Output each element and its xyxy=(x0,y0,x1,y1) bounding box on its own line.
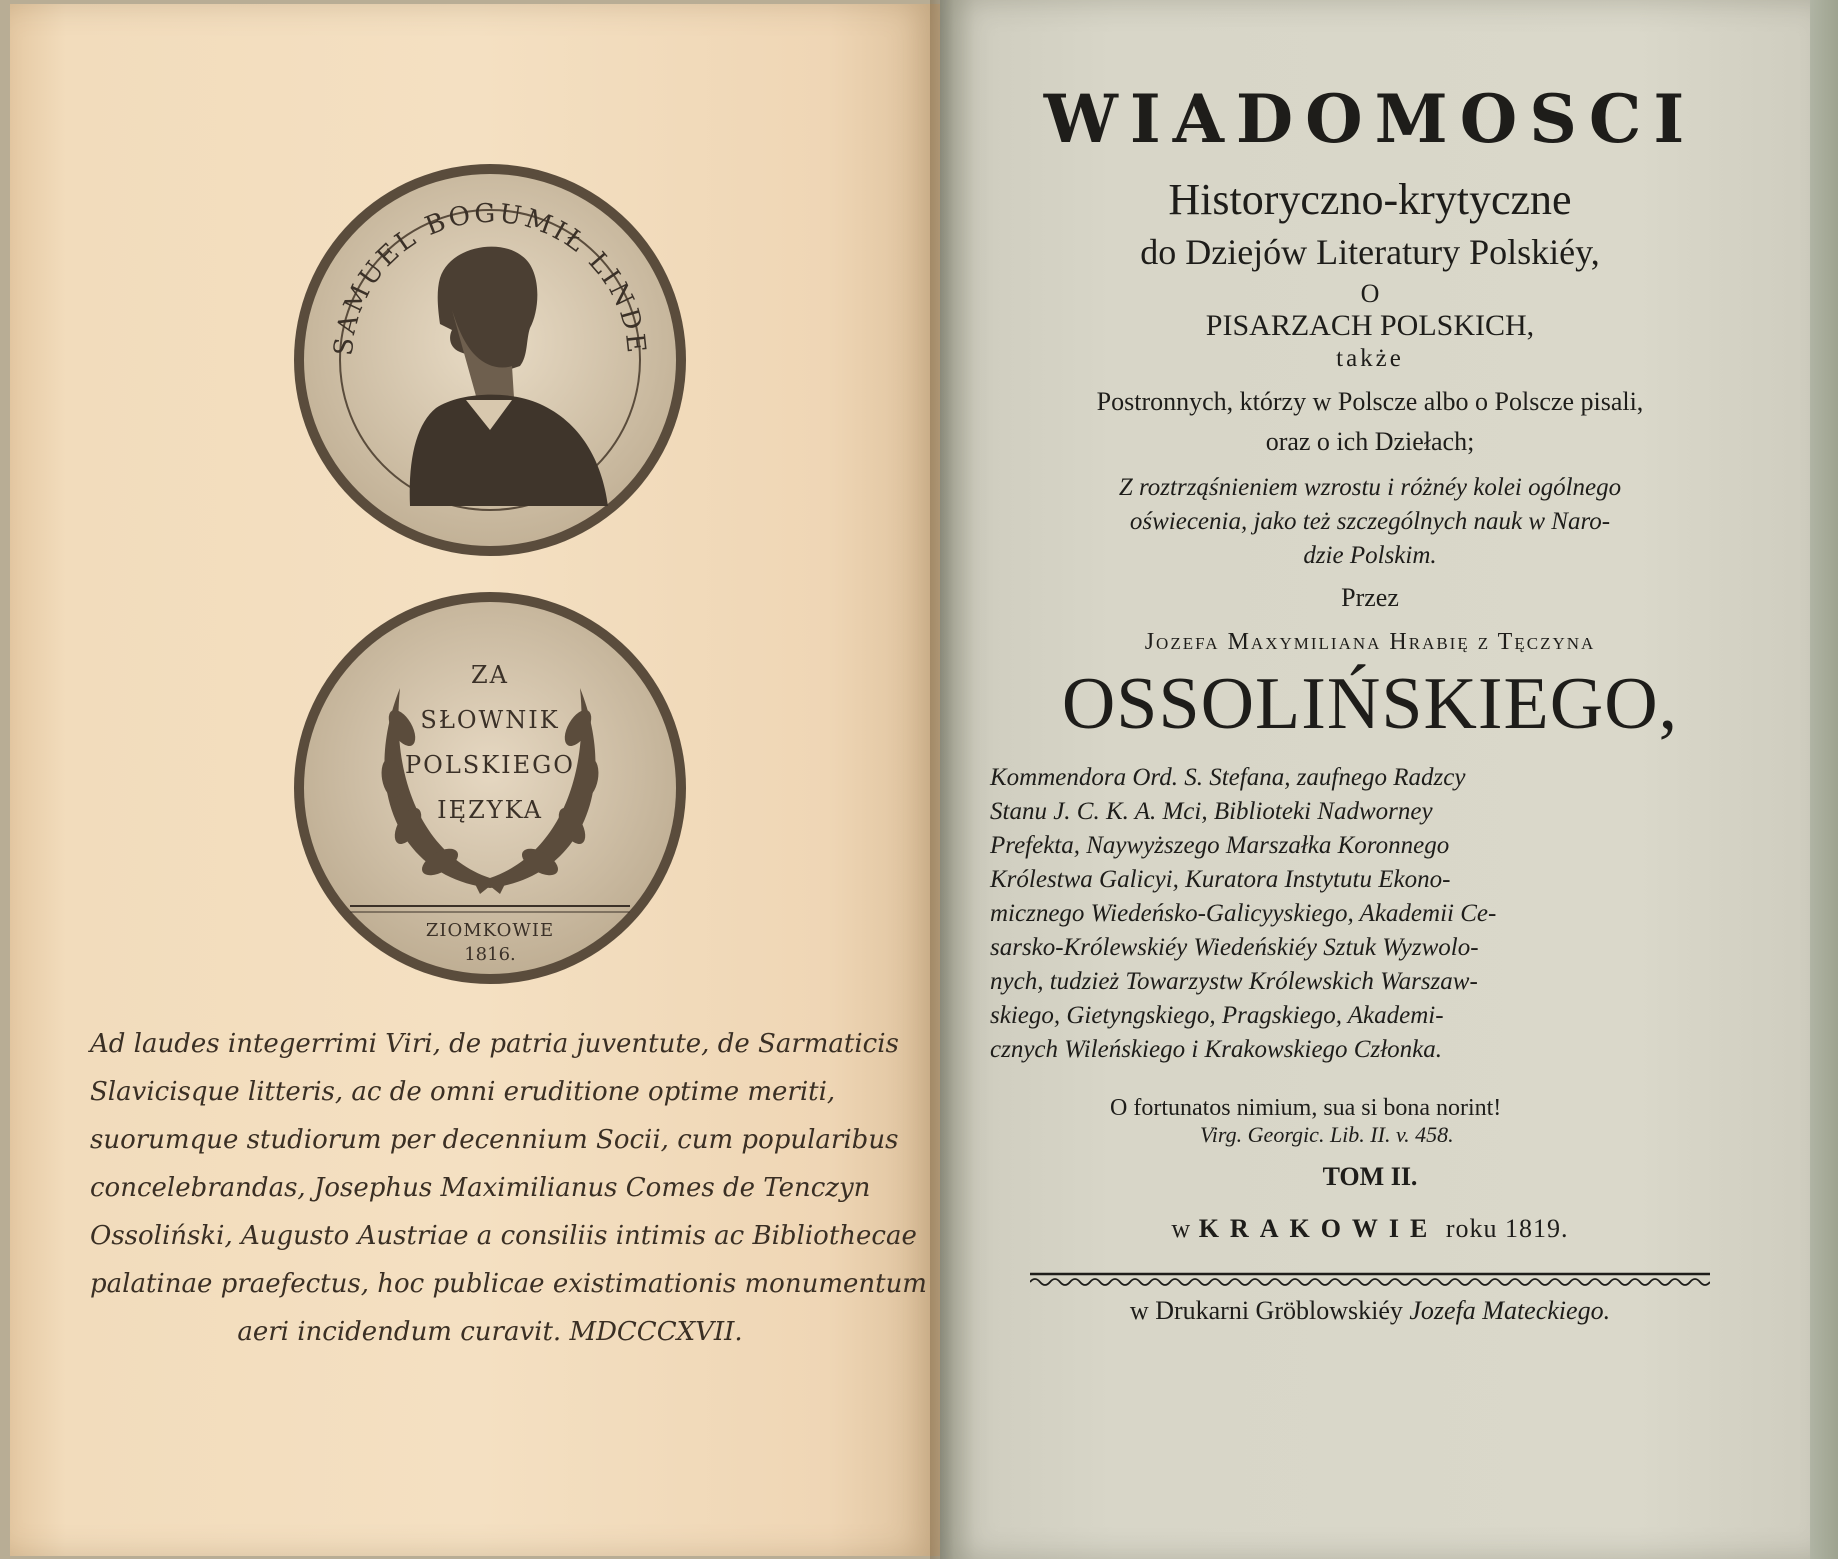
author-title-line: micznego Wiedeńsko-Galicyyskiego, Akademii Ce- xyxy=(990,900,1497,927)
author-title-line: Królestwa Galicyi, Kuratora Instytutu Ekono- xyxy=(990,866,1451,893)
title-takze: także xyxy=(1336,345,1404,372)
volume-number: TOM II. xyxy=(1322,1162,1418,1191)
imprint-prefix: w xyxy=(1171,1214,1192,1243)
page-edge xyxy=(1810,0,1838,1559)
decorative-rule xyxy=(1030,1270,1710,1286)
author-title-line: skiego, Gietyngskiego, Pragskiego, Akademi- xyxy=(990,1002,1444,1029)
latin-dedication xyxy=(90,1020,927,1356)
scope-line: Z roztrząśnieniem wzrostu i różnéy kolei ogólnego xyxy=(1118,474,1622,501)
title-page-text xyxy=(990,70,1750,1326)
author-titles xyxy=(990,761,1750,1067)
book-gutter xyxy=(930,0,954,1559)
printer-name: Jozefa Mateckiego. xyxy=(1409,1296,1611,1325)
title-oraz: oraz o ich Dziełach; xyxy=(1265,427,1475,456)
dedication-line: palatinae praefectus, hoc publicae existimationis monumentum xyxy=(90,1269,927,1299)
by-line: Przez xyxy=(1341,583,1399,612)
author-title-line: Stanu J. C. K. A. Mci, Biblioteki Nadworney xyxy=(990,798,1433,825)
scope-line: dzie Polskim. xyxy=(1303,542,1437,569)
book-subtitle-2: do Dziejów Literatury Polskiéy, xyxy=(1140,232,1600,272)
reverse-line-1: ZA xyxy=(470,661,510,689)
book-title: WIADOMOSCI xyxy=(1043,80,1697,158)
title-pisarzach: PISARZACH POLSKICH, xyxy=(1205,309,1535,342)
dedication-line: concelebrandas, Josephus Maximilianus Comes de Tenczyn xyxy=(90,1173,871,1203)
author-title-line: cznych Wileńskiego i Krakowskiego Członka. xyxy=(990,1036,1443,1063)
author-title-line: Prefekta, Naywyższego Marszałka Koronnego xyxy=(990,832,1450,859)
reverse-exergue-1: ZIOMKOWIE xyxy=(425,920,555,941)
reverse-line-3: POLSKIEGO xyxy=(405,751,575,779)
imprint-place xyxy=(990,1214,1750,1244)
printer-line xyxy=(990,1296,1750,1326)
epigraph: O fortunatos nimium, sua si bona norint! xyxy=(1110,1095,1502,1121)
dedication-line: aeri incidendum curavit. MDCCCXVII. xyxy=(237,1317,743,1347)
book-subtitle-1: Historyczno-krytyczne xyxy=(1168,175,1572,224)
dedication-line: Slavicisque litteris, ac de omni eruditione optime meriti, xyxy=(90,1077,836,1107)
dedication-line: Ad laudes integerrimi Viri, de patria juventute, de Sarmaticis xyxy=(90,1029,899,1059)
title-o: O xyxy=(1360,279,1380,308)
medal-reverse xyxy=(290,588,690,988)
medal-obverse xyxy=(290,160,690,560)
author-forenames: Jozefa Maxymiliana Hrabię z Tęczyna xyxy=(1144,629,1596,655)
title-postronnych: Postronnych, którzy w Polscze albo o Polscze pisali, xyxy=(1096,387,1644,416)
author-name: OSSOLIŃSKIEGO, xyxy=(1061,663,1679,745)
author-title-line: nych, tudzież Towarzystw Królewskich Warszaw- xyxy=(990,968,1478,995)
printer-prefix: w Drukarni Gröblowskiéy xyxy=(1129,1296,1403,1325)
author-title-line: sarsko-Królewskiéy Wiedeńskiéy Sztuk Wyzwolo- xyxy=(990,934,1479,961)
dedication-line: Ossoliński, Augusto Austriae a consiliis intimis ac Bibliothecae xyxy=(90,1221,917,1251)
obverse-inscription: SAMUEL BOGUMIŁ LINDE xyxy=(328,198,652,358)
scope-line: oświecenia, jako też szczególnych nauk w Naro- xyxy=(1129,508,1611,535)
dedication-line: suorumque studiorum per decennium Socii, cum popularibus xyxy=(90,1125,899,1155)
reverse-line-4: IĘZYKA xyxy=(437,796,543,824)
author-title-line: Kommendora Ord. S. Stefana, zaufnego Radzcy xyxy=(990,764,1466,791)
epigraph-source: Virg. Georgic. Lib. II. v. 458. xyxy=(1200,1122,1454,1147)
imprint-year: roku 1819. xyxy=(1445,1214,1569,1243)
reverse-line-2: SŁOWNIK xyxy=(420,706,560,734)
reverse-exergue-2: 1816. xyxy=(464,944,516,965)
imprint-city: KRAKOWIE xyxy=(1198,1214,1439,1243)
